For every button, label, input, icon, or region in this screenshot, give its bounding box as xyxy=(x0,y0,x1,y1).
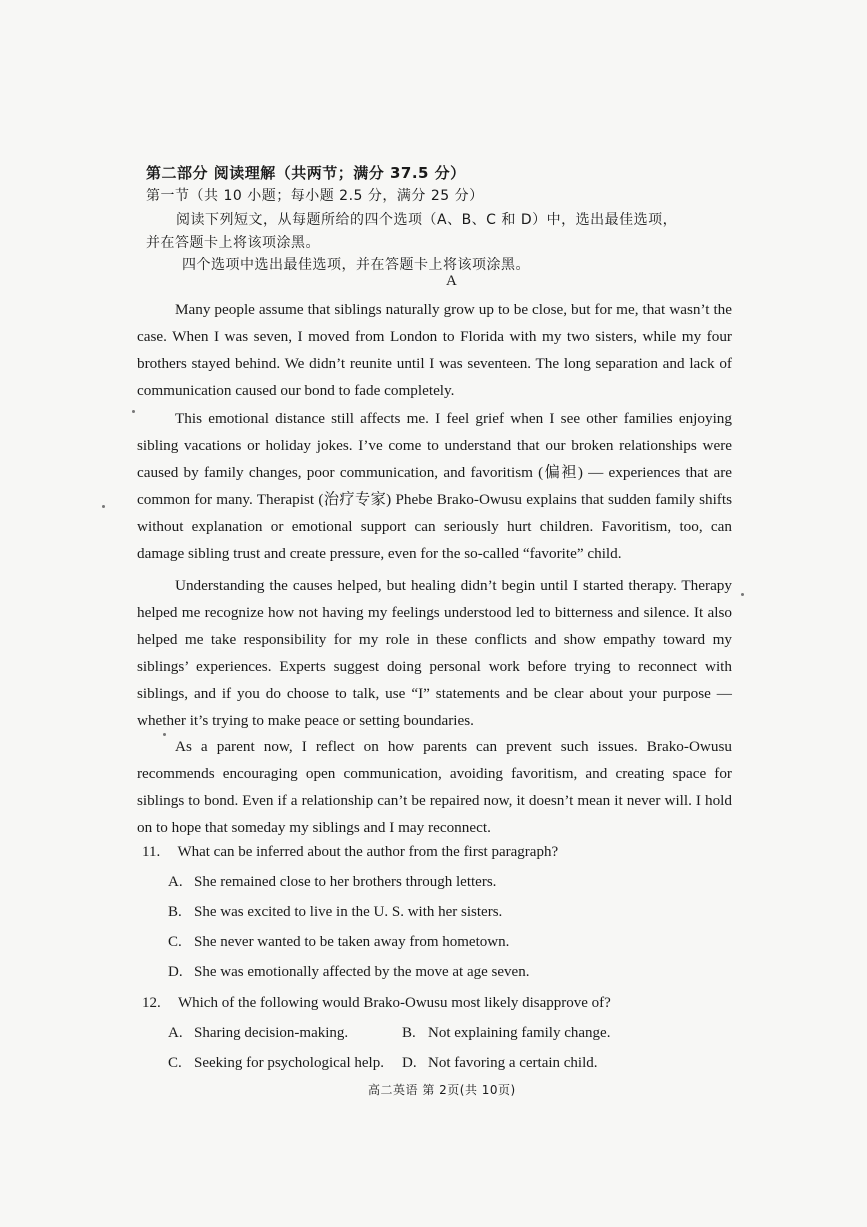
page-footer: 高二英语 第 2页(共 10页) xyxy=(368,1083,516,1097)
option-letter: C. xyxy=(168,934,182,950)
section-title: 第二部分 阅读理解（共两节；满分 37.5 分） xyxy=(146,164,466,182)
option-a[interactable] xyxy=(168,874,496,891)
option-letter: C. xyxy=(168,1055,182,1071)
option-text: She was excited to live in the U. S. with her sisters. xyxy=(194,904,503,920)
option-a[interactable] xyxy=(168,1025,348,1042)
option-text: Not favoring a certain child. xyxy=(428,1055,598,1071)
option-b[interactable] xyxy=(402,1025,610,1042)
scan-speck xyxy=(132,410,135,413)
section-subtitle: 第一节（共 10 小题；每小题 2.5 分，满分 25 分） xyxy=(146,188,484,204)
option-text: Not explaining family change. xyxy=(428,1025,611,1041)
option-letter: A. xyxy=(168,874,183,890)
instruction-line-1: 阅读下列短文，从每题所给的四个选项（A、B、C 和 D）中，选出最佳选项， xyxy=(176,212,678,228)
option-letter: A. xyxy=(168,1025,183,1041)
passage-label: A xyxy=(446,273,457,289)
passage-paragraph-3: Understanding the causes helped, but healing didn’t begin until I started therapy. Therapy helped me recognize how not having my feelings understood led to bitterness and silence. It also helped me take responsibility for my role in these conflicts and show empathy toward my siblings’ experiences. Experts suggest doing personal work before trying to reconnect with siblings, and if you do choose to talk, use “I” statements and be clear about your purpose — whether it’s trying to make peace or setting boundaries. xyxy=(137,577,732,730)
option-c[interactable] xyxy=(168,934,509,951)
scan-speck xyxy=(163,733,166,736)
passage-paragraph-2: This emotional distance still affects me. I feel grief when I see other families enjoying sibling vacations or holiday jokes. I’ve come to understand that our broken relationships were caused by family changes, poor communication, and favoritism (偏袒) — experiences that are common for many. Therapist (治疗专家) Phebe Brako-Owusu explains that sudden family shifts without explanation or emotional support can seriously hurt children. Favoritism, too, can damage sibling trust and create pressure, even for the so-called “favorite” child. xyxy=(137,410,732,563)
instruction-repeat: 四个选项中选出最佳选项，并在答题卡上将该项涂黑。 xyxy=(182,257,530,273)
option-letter: D. xyxy=(168,964,183,980)
passage-paragraph-1: Many people assume that siblings naturally grow up to be close, but for me, that wasn’t the case. When I was seven, I moved from London to Florida with my two sisters, while my four brothers stayed behind. We didn’t reunite until I was seventeen. The long separation and lack of communication caused our bond to fade completely. xyxy=(137,301,732,400)
option-d[interactable] xyxy=(402,1055,598,1072)
question-text: Which of the following would Brako-Owusu most likely disapprove of? xyxy=(177,995,611,1011)
question-text: What can be inferred about the author from the first paragraph? xyxy=(177,844,559,860)
option-text: Seeking for psychological help. xyxy=(194,1055,384,1071)
scan-speck xyxy=(102,505,105,508)
option-text: She remained close to her brothers through letters. xyxy=(194,874,497,890)
scan-speck xyxy=(741,593,744,596)
option-text: She never wanted to be taken away from hometown. xyxy=(194,934,510,950)
option-text: Sharing decision-making. xyxy=(194,1025,349,1041)
instruction-line-2: 并在答题卡上将该项涂黑。 xyxy=(146,235,320,251)
option-d[interactable] xyxy=(168,964,529,981)
option-letter: B. xyxy=(402,1025,416,1041)
option-letter: B. xyxy=(168,904,182,920)
passage-paragraph-4: As a parent now, I reflect on how parents can prevent such issues. Brako-Owusu recommends encouraging open communication, avoiding favoritism, and creating space for siblings to bond. Even if a relationship can’t be repaired now, it doesn’t mean it never will. I hold on to hope that someday my siblings and I may reconnect. xyxy=(137,738,732,837)
question-number: 12. xyxy=(142,995,161,1011)
option-b[interactable] xyxy=(168,904,502,921)
option-text: She was emotionally affected by the move at age seven. xyxy=(194,964,530,980)
option-c[interactable] xyxy=(168,1055,384,1072)
option-letter: D. xyxy=(402,1055,417,1071)
question-number: 11. xyxy=(142,844,161,860)
question-stem xyxy=(142,844,558,861)
question-stem xyxy=(142,995,611,1012)
